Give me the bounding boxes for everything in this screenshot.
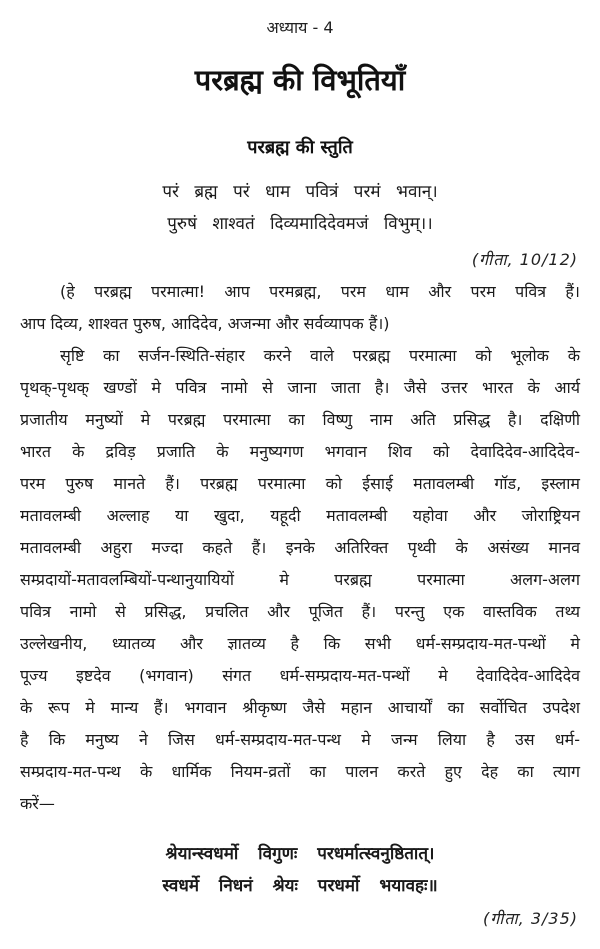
section-title: परब्रह्म की स्तुति xyxy=(247,137,353,158)
verse-line: स्वधर्मे निधनं श्रेयः परधर्मो भयावहः॥ xyxy=(162,876,438,896)
text-line: मतावलम्बी अहुरा मज्दा कहते हैं। इनके अतिरिक्त पृथ्वी के असंख्य मानव xyxy=(20,538,580,557)
text-line: आप दिव्य, शाश्वत पुरुष, आदिदेव, अजन्मा और सर्वव्यापक हैं।) xyxy=(20,314,390,333)
chapter-label: अध्याय - 4 xyxy=(266,18,334,37)
verse-line: पुरुषं शाश्वतं दिव्यमादिदेवमजं विभुम्।। xyxy=(167,214,433,234)
text-line: उल्लेखनीय, ध्यातव्य और ज्ञातव्य है कि सभी धर्म-सम्प्रदाय-मत-पन्थों मे xyxy=(20,634,580,653)
text-line: पवित्र नामो से प्रसिद्ध, प्रचलित और पूजित हैं। परन्तु एक वास्तविक तथ्य xyxy=(20,602,580,621)
text-line: मतावलम्बी अल्लाह या खुदा, यहूदी मतावलम्बी यहोवा और जोराष्ट्रियन xyxy=(20,506,580,525)
chapter-title: परब्रह्म की विभूतियाँ xyxy=(194,63,406,97)
translation-paragraph xyxy=(20,276,580,340)
text-line: है कि मनुष्य ने जिस धर्म-सम्प्रदाय-मत-पन्थ मे जन्म लिया है उस धर्म- xyxy=(20,730,580,749)
text-line: सृष्टि का सर्जन-स्थिति-संहार करने वाले परब्रह्म परमात्मा को भूलोक के xyxy=(60,346,580,365)
text-line: करें— xyxy=(20,794,55,813)
verse-gita-3-35 xyxy=(0,838,600,902)
verse-citation: (गीता, 10/12) xyxy=(471,250,578,269)
verse-gita-10-12 xyxy=(0,176,600,240)
text-line: सम्प्रदाय-मत-पन्थ के धार्मिक नियम-व्रतों का पालन करते हुए देह का त्याग xyxy=(20,762,580,781)
text-line: परम पुरुष मानते हैं। परब्रह्म परमात्मा को ईसाई मतावलम्बी गॉड, इस्लाम xyxy=(20,474,580,493)
verse-line: श्रेयान्स्वधर्मो विगुणः परधर्मात्स्वनुष्ठितात्। xyxy=(165,844,435,864)
text-line: के रूप मे मान्य हैं। भगवान श्रीकृष्ण जैसे महान आचार्यों का सर्वोचित उपदेश xyxy=(20,698,580,717)
text-line: सम्प्रदायों-मतावलम्बियों-पन्थानुयायियों मे परब्रह्म परमात्मा अलग-अलग xyxy=(20,570,580,589)
text-line: पृथक्-पृथक् खण्डों मे पवित्र नामो से जाना जाता है। जैसे उत्तर भारत के आर्य xyxy=(20,378,580,397)
verse-line: परं ब्रह्म परं धाम पवित्रं परमं भवान्। xyxy=(162,182,438,202)
text-line: (हे परब्रह्म परमात्मा! आप परमब्रह्म, परम धाम और परम पवित्र हैं। xyxy=(60,282,580,301)
verse-citation: (गीता, 3/35) xyxy=(482,909,578,928)
text-line: प्रजातीय मनुष्यों मे परब्रह्म परमात्मा का विष्णु नाम अति प्रसिद्ध है। दक्षिणी xyxy=(20,410,580,429)
text-line: भारत के द्रविड़ प्रजाति के मनुष्यगण भगवान शिव को देवादिदेव-आदिदेव- xyxy=(20,442,580,461)
body-paragraph xyxy=(20,340,580,820)
text-line: पूज्य इष्टदेव (भगवान) संगत धर्म-सम्प्रदाय-मत-पन्थों मे देवादिदेव-आदिदेव xyxy=(20,666,580,685)
